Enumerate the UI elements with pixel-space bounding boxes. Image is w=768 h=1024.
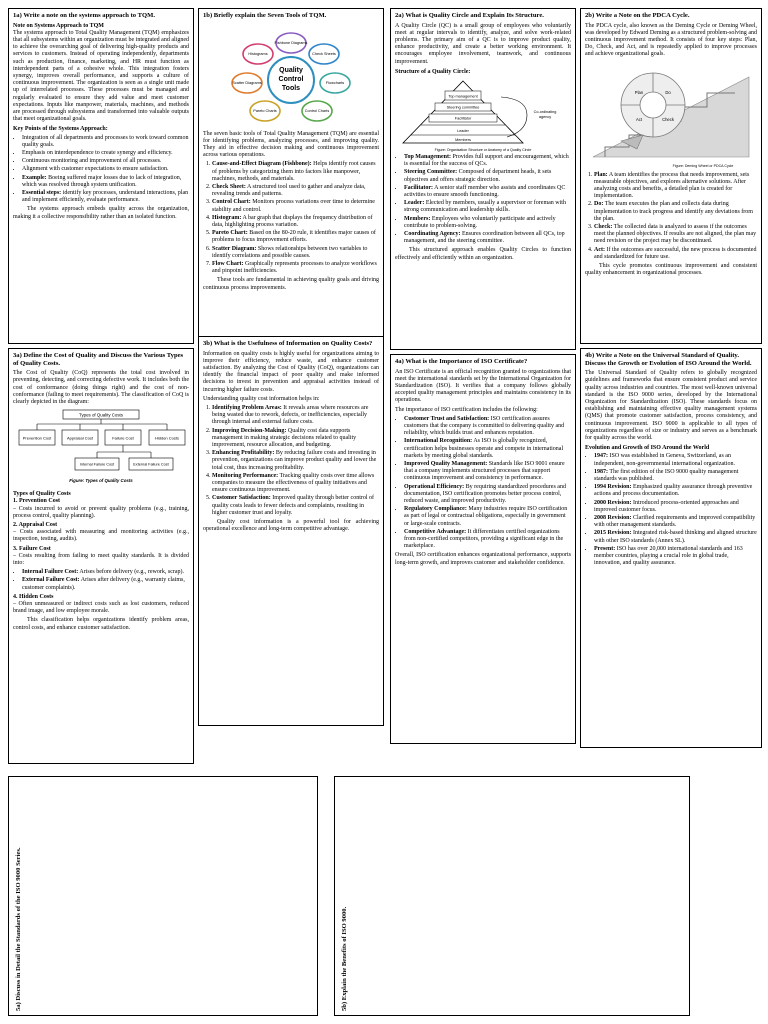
- list-item: • Integration of all departments and processes to work toward common quality goals.: [22, 135, 189, 149]
- list-item: 3. Enhancing Profitability: By reducing failure costs and investing in prevention, organizations can improve product quality and lower the total cost, thus increasing profitability.: [212, 450, 379, 472]
- pdca-wheel-diagram: [585, 61, 757, 171]
- list-item: • Continuous monitoring and improvement of all processes.: [22, 158, 189, 165]
- list-item: • 1987: The first edition of the ISO 9000 quality management standards was published.: [594, 469, 757, 483]
- wheel-label: Check: [662, 116, 674, 122]
- list-item: 5. Customer Satisfaction: Improved quality through better control of quality costs leads to fewer defects and complaints, resulting in higher customer trust and loyalty.: [212, 495, 379, 517]
- tool-label: Control Charts: [304, 108, 330, 113]
- closing-text: This cycle promotes continuous improvement and consistent quality enhancement in organizational processes.: [585, 263, 757, 277]
- list-item: 2. Do: The team executes the plan and collects data during implementation to track progress and identify any deviations from the plan.: [594, 201, 757, 223]
- cost-type: 1. Prevention Cost – Costs incurred to avoid or prevent quality problems (e.g., training, process control, quality planning).: [13, 498, 189, 519]
- intro-text: The Cost of Quality (CoQ) represents the total cost involved in preventing, detecting, and correcting defective work. It includes both the cost of conformance (doing things right) and the cost of non-conformance (failing to meet requirements). The classification of CoQ is clearly depicted in the diagram:: [13, 370, 189, 405]
- list-item: • Coordinating Agency: Ensures coordination between all QCs, top management, and the steering committee.: [404, 231, 571, 245]
- figure-caption: Figure: Types of Quality Costs: [69, 478, 133, 484]
- list-item: • Facilitator: A senior staff member who assists and coordinates QC activities to ensure smooth functioning.: [404, 185, 571, 199]
- list-item: 7. Flow Chart: Graphically represents processes to analyze workflows and pinpoint inefficiencies.: [212, 261, 379, 275]
- lead-text: The importance of ISO certification includes the following:: [395, 406, 538, 413]
- lead-text: Understanding quality cost information helps in:: [203, 395, 320, 402]
- list-item: • Customer Trust and Satisfaction: ISO certification assures customers that the company is committed to delivering quality and reliability, which builds trust and enhances reputation.: [404, 416, 571, 438]
- rotated-content: [341, 783, 352, 1011]
- quality-circle-pyramid: [395, 77, 571, 153]
- intro-text: An ISO Certificate is an official recognition granted to organizations that meet the international standards set by the International Organization for Standardization (ISO). It verifies that a company follows globally accepted quality management principles and maintains consistency in its operations.: [395, 368, 571, 404]
- figure-caption: Figure: Organisation Structure or Anatomy of a Quality Circle: [434, 148, 532, 153]
- panel-3a: [8, 348, 194, 764]
- list-item: • Improved Quality Management: Standards like ISO 9001 ensure that a company implements structured processes that support continuous improvement and consistency in performance.: [404, 461, 571, 483]
- wheel-inner: [640, 92, 666, 118]
- intro-text: The seven basic tools of Total Quality Management (TQM) are essential for identifying problems, analyzing processes, and improving quality. They aid in effective decision making and continuous improvement across various operations.: [203, 130, 379, 159]
- closing-text: Overall, ISO certification enhances organizational performance, supports long-term growth, and improves customer and stakeholder confidence.: [395, 552, 571, 566]
- side-label: Co-ordinating: [533, 110, 557, 115]
- list-item: • Emphasis on interdependence to create synergy and efficiency.: [22, 150, 189, 157]
- level-label: Leader: [457, 129, 469, 134]
- rotated-content: [15, 783, 26, 1011]
- cost-type: 3. Failure Cost – Costs resulting from failing to meet quality standards. It is divided into:: [13, 545, 189, 567]
- list-item: 3. Control Chart: Monitors process variations over time to determine stability and control.: [212, 199, 379, 213]
- closing-text: This classification helps organizations identify problem areas, control costs, and enhance customer satisfaction.: [13, 617, 189, 631]
- tree-label: Types of Quality Costs: [79, 412, 123, 418]
- tool-label: Histograms: [248, 51, 268, 56]
- list-item: 6. Scatter Diagram: Shows relationships between two variables to identify correlations and possible causes.: [212, 246, 379, 260]
- list-item: • Leader: Elected by members, usually a supervisor or foreman with strong communication and leadership skills.: [404, 200, 571, 214]
- panel-title: 4b) Write a Note on the Universal Standard of Quality. Discuss the Growth or Evolution of ISO Around the World.: [585, 352, 752, 367]
- iso-evolution-list: [594, 453, 757, 567]
- level-label: Top management: [448, 94, 478, 99]
- closing-text: This structured approach enables Quality Circles to function effectively and efficiently within an organization.: [395, 247, 571, 261]
- seven-tools-diagram: [203, 23, 379, 129]
- usefulness-list: [212, 405, 379, 517]
- tool-label: Flowcharts: [325, 80, 345, 85]
- closing-text: Quality cost information is a powerful tool for achieving operational excellence and long-term competitive advantage.: [203, 519, 379, 533]
- intro-text: The Universal Standard of Quality refers to globally recognized guidelines and frameworks that ensure consistent product and service quality across industries and countries. The most well-known universal standard is the ISO 9000 series, developed by the International Organization for Standardization (ISO). These standards focus on establishing and maintaining effective quality management systems (QMS) that promote customer satisfaction, process consistency, and continuous improvement. ISO 9000 is applicable to all types of organizations regardless of size or industry and serves as a benchmark for quality across the world.: [585, 370, 757, 442]
- wheel-label: Plan: [634, 89, 644, 95]
- tool-label: Fishbone Diagrams: [274, 40, 308, 45]
- closing-text: These tools are fundamental in achieving quality goals and driving continuous process improvements.: [203, 277, 379, 291]
- figure-caption: Figure: Deming Wheel or PDCA Cycle: [672, 163, 734, 168]
- list-item: • Top Management: Provides full support and encouragement, which is essential for the success of QCs.: [404, 154, 571, 168]
- list-item: 2. Check Sheet: A structured tool used to gather and analyze data, revealing trends and patterns.: [212, 184, 379, 198]
- list-item: 4. Monitoring Performance: Tracking quality costs over time allows companies to measure the effectiveness of quality initiatives and ensure continuous improvement.: [212, 473, 379, 495]
- quality-costs-tree: [13, 408, 189, 488]
- panel-4a: [390, 354, 576, 744]
- list-item: • 2015 Revision: Integrated risk-based thinking and aligned structure with other ISO standards (Annex SL).: [594, 530, 757, 544]
- panel-title: 4a) What is the Importance of ISO Certificate?: [395, 358, 528, 365]
- panel-4b: [580, 348, 762, 748]
- level-label: Members: [455, 138, 471, 143]
- tree-label: Hidden Costs: [154, 435, 180, 441]
- list-item: • 1947: ISO was established in Geneva, Switzerland, as an independent, non-governmental international organization.: [594, 453, 757, 467]
- panel-title: 2a) What is Quality Circle and Explain Its Structure.: [395, 12, 544, 19]
- tree-label: Internal Failure Cost: [79, 462, 115, 467]
- list-item: • 2008 Revision: Clarified requirements and improved compatibility with other management standards.: [594, 515, 757, 529]
- pyramid-outline: [403, 81, 523, 143]
- tree-label: External Failure Cost: [133, 462, 169, 467]
- center-label: Tools: [281, 84, 301, 92]
- panel-1a: [8, 8, 194, 344]
- list-item: • Example: Boeing suffered major losses due to lack of integration, which was resolved through system unification.: [22, 175, 189, 189]
- intro-text: The PDCA cycle, also known as the Deming Cycle or Deming Wheel, was developed by Edward Deming as a structured problem-solving and continuous improvement method. It consists of four key steps: Plan, Do, Check, and Act, and is repeatedly applied to improve processes and achieve organizational goals.: [585, 22, 757, 58]
- types-heading: Types of Quality Costs: [13, 491, 71, 498]
- list-item: • Alignment with customer expectations to ensure satisfaction.: [22, 166, 189, 173]
- cost-type: 2. Appraisal Cost – Costs associated with measuring and monitoring activities (e.g., inspection, testing, audits).: [13, 522, 189, 543]
- list-item: • Operational Efficiency: By requiring standardized procedures and documentation, ISO certification promotes better process control, reduced waste, and improved productivity.: [404, 484, 571, 506]
- tree-label: Prevention Cost: [22, 435, 52, 441]
- tree-label: Appraisal Cost: [66, 435, 94, 441]
- list-item: • Internal Failure Cost: Arises before delivery (e.g., rework, scrap).: [22, 569, 189, 576]
- list-item: 5. Pareto Chart: Based on the 80-20 rule, it identifies major causes of problems to focus improvement efforts.: [212, 230, 379, 244]
- list-item: 1. Plan: A team identifies the process that needs improvement, sets measurable objectives, and explores alternative solutions. After analyzing costs and benefits, a detailed plan is created for implementation.: [594, 172, 757, 201]
- list-item: 4. Act: If the outcomes are successful, the new process is documented and standardized for future use.: [594, 247, 757, 261]
- tree-label: Failure Cost: [112, 435, 134, 441]
- list-item: • Present: ISO has over 20,000 international standards and 163 member countries, playing a crucial role in global trade, innovation, and quality assurance.: [594, 546, 757, 568]
- cost-type: 4. Hidden Costs – Often unmeasured or indirect costs such as lost customers, reduced brand image, and low employee morale.: [13, 593, 189, 615]
- tool-label: Check Sheets: [312, 51, 336, 56]
- intro-text: A Quality Circle (QC) is a small group of employees who voluntarily meet at regular intervals to identify, analyze, and solve work-related problems. The primary aim of a QC is to improve product quality, enhance productivity, and create a better working environment. It encourages employee involvement, teamwork, and continuous improvement.: [395, 22, 571, 65]
- iso-importance-list: [404, 416, 571, 551]
- structure-list: [404, 154, 571, 245]
- center-label: Quality: [279, 66, 303, 74]
- list-item: • International Recognition: As ISO is globally recognized, certification helps businesses operate and compete in international markets by meeting global standards.: [404, 438, 571, 460]
- closing-text: The systems approach embeds quality across the organization, making it a collective responsibility rather than an isolated function.: [13, 206, 189, 220]
- panel-5b: [334, 776, 690, 1016]
- panel-1b: [198, 8, 384, 344]
- panel-title: 2b) Write a Note on the PDCA Cycle.: [585, 12, 690, 19]
- level-label: Steering committee: [446, 105, 480, 110]
- section-subtitle: Note on Systems Approach to TQM: [13, 22, 104, 29]
- list-item: • External Failure Cost: Arises after delivery (e.g., warranty claims, customer complaints).: [22, 577, 189, 591]
- tool-label: Pareto Charts: [253, 108, 277, 113]
- panel-title: 3a) Define the Cost of Quality and Discuss the Various Types of Quality Costs.: [13, 352, 184, 367]
- panel-title: 3b) What is the Usefulness of Information on Quality Costs?: [203, 340, 373, 347]
- panel-title: 1a) Write a note on the systems approach to TQM.: [13, 12, 156, 19]
- list-item: • Essential steps: identify key processes, understand interactions, plan and implement efficiently, evaluate performance.: [22, 190, 189, 204]
- list-item: 3. Check: The collected data is analyzed to assess if the outcomes meet the planned objectives. If results are not aligned, the plan may need revision or the project may be discontinued.: [594, 224, 757, 246]
- tool-label: Scatter Diagrams: [232, 80, 262, 85]
- list-item: 2. Improving Decision-Making: Quality cost data supports management in making strategic decisions related to quality improvement, resource allocation, and budgeting.: [212, 428, 379, 450]
- panel-3b: [198, 336, 384, 726]
- list-item: • Regulatory Compliance: Many industries require ISO certification as part of legal or contractual obligations, especially in government or large-scale contracts.: [404, 506, 571, 528]
- list-item: 1. Identifying Problem Areas: It reveals areas where resources are being wasted due to rework, defects, or inefficiencies, especially through internal and external failure costs.: [212, 405, 379, 427]
- list-item: 4. Histogram: A bar graph that displays the frequency distribution of data, highlighting process variation.: [212, 215, 379, 229]
- panel-title: 1b) Briefly explain the Seven Tools of TQM.: [203, 12, 327, 19]
- list-item: • Competitive Advantage: It differentiates certified organizations from non-certified competitors, providing a significant edge in the marketplace.: [404, 529, 571, 551]
- structure-heading: Structure of a Quality Circle:: [395, 68, 471, 75]
- tools-list: [212, 161, 379, 275]
- list-item: 1. Cause-and-Effect Diagram (Fishbone): Helps identify root causes of problems by categorizing them into factors like manpower, machines, methods, and materials.: [212, 161, 379, 183]
- panel-title: 5b) Explain the Benefits of ISO 9000.: [341, 906, 348, 1011]
- evolution-heading: Evolution and Growth of ISO Around the World: [585, 445, 710, 452]
- panel-title: 5a) Discuss in Detail the Standards of the ISO 9000 Series.: [15, 847, 22, 1011]
- panel-2b: [580, 8, 762, 344]
- list-item: • 2000 Revision: Introduced process-oriented approaches and improved customer focus.: [594, 500, 757, 514]
- center-label: Control: [278, 75, 304, 83]
- wheel-label: Act: [635, 116, 643, 122]
- points-heading: Key Points of the Systems Approach:: [13, 126, 108, 133]
- level-label: Facilitator: [454, 116, 472, 121]
- side-label: agency: [538, 115, 552, 120]
- wheel-label: Do: [665, 89, 671, 95]
- list-item: • Members: Employees who voluntarily participate and actively contribute to problem-solving.: [404, 216, 571, 230]
- list-item: • Steering Committee: Composed of department heads, it sets objectives and offers strategic direction.: [404, 169, 571, 183]
- intro-text: Information on quality costs is highly useful for organizations aiming to improve their efficiency, reduce waste, and enhance customer satisfaction. By analyzing the Cost of Quality (CoQ), organizations can identify the financial impact of poor quality and make informed decisions to invest in prevention and appraisal activities instead of incurring higher failure costs.: [203, 350, 379, 393]
- failure-cost-list: [22, 569, 189, 592]
- key-points-list: [22, 135, 189, 205]
- panel-2a: [390, 8, 576, 350]
- list-item: • 1994 Revision: Emphasized quality assurance through preventive actions and process documentation.: [594, 484, 757, 498]
- pdca-steps-list: [594, 172, 757, 261]
- intro-text: The systems approach to Total Quality Management (TQM) emphasizes that all subsystems within an organization must be integrated and aligned to achieve the overarching goal of delivering high-quality products and services to customers. Instead of operating independently, departments such as production, finance, marketing, and HR must function as interdependent parts of a cohesive whole. This integration fosters synergy, improves overall performance, and supports a culture of continuous improvement. The organization is seen as a single unit made up of interrelated processes. These processes must be managed and regularly evaluated to ensure they add value and meet customer expectations. Inputs like manpower, materials, machines, and methods are processed through subsystems and transformed into valuable outputs that meet organizational goals.: [13, 29, 189, 123]
- panel-5a: [8, 776, 318, 1016]
